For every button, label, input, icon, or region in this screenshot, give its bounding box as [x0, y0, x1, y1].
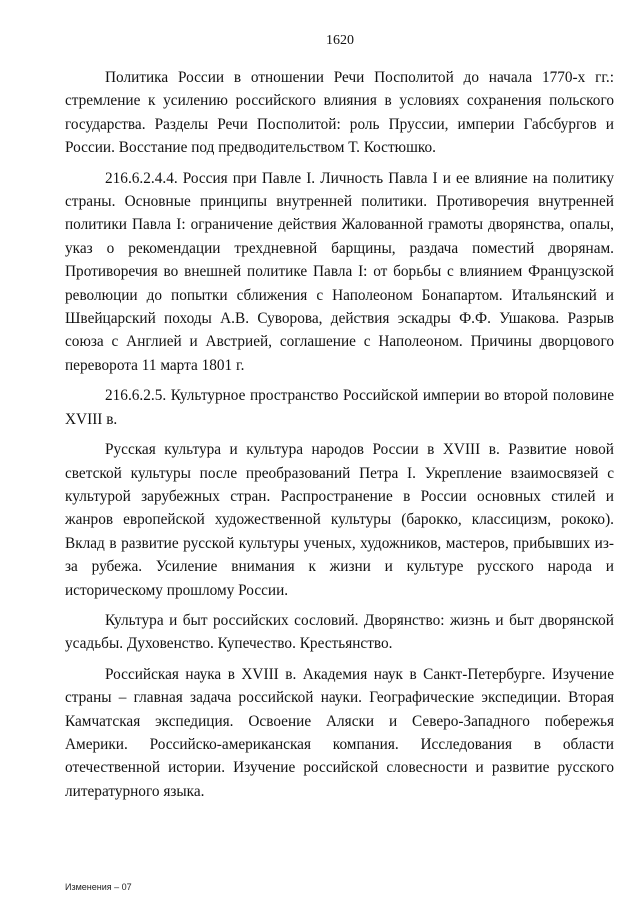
- document-body: [65, 66, 614, 810]
- paragraph-poland-policy: Политика России в отношении Речи Посполитой до начала 1770-х гг.: стремление к усилению российского влияния в условиях сохранения польского государства. Разделы Речи Посполитой: роль Пруссии, империи Габсбургов и России. Восстание под предводительством Т. Костюшко.: [65, 69, 614, 157]
- paragraph-paul-i: 216.6.2.4.4. Россия при Павле I. Личность Павла I и ее влияние на политику страны. Основные принципы внутренней политики. Противоречия внутренней политики Павла I: ограничение действия Жалованной грамоты дворянства, опалы, указ о рекомендации трехдневной барщины, раздача поместий дворянам. Противоречия во внешней политике Павла I: от борьбы с влиянием Французской революции до попытки сближения с Наполеоном Бонапартом. Итальянский и Швейцарский походы А.В. Суворова, действия эскадры Ф.Ф. Ушакова. Разрыв союза с Англией и Австрией, соглашение с Наполеоном. Причины дворцового переворота 11 марта 1801 г.: [65, 169, 614, 374]
- footer-revision-note: Изменения – 07: [65, 882, 132, 892]
- page-number: 1620: [326, 33, 354, 48]
- section-heading-culture: 216.6.2.5. Культурное пространство Российской империи во второй половине XVIII в.: [65, 387, 614, 428]
- paragraph-estates-life: Культура и быт российских сословий. Дворянство: жизнь и быт дворянской усадьбы. Духовенство. Купечество. Крестьянство.: [65, 611, 614, 653]
- paragraph-russian-culture: Русская культура и культура народов России в XVIII в. Развитие новой светской культуры после преобразований Петра I. Укрепление взаимосвязей с культурой зарубежных стран. Распространение в России основных стилей и жанров европейской художественной культуры (барокко, классицизм, рококо). Вклад в развитие русской культуры ученых, художников, мастеров, прибывших из-за рубежа. Усиление внимания к жизни и культуре русского народа и историческому прошлому России.: [65, 441, 614, 599]
- paragraph-russian-science: Российская наука в XVIII в. Академия наук в Санкт-Петербурге. Изучение страны – главная задача российской науки. Географические экспедиции. Вторая Камчатская экспедиция. Освоение Аляски и Северо-Западного побережья Америки. Российско-американская компания. Исследования в области отечественной истории. Изучение российской словесности и развитие русского литературного языка.: [65, 665, 614, 800]
